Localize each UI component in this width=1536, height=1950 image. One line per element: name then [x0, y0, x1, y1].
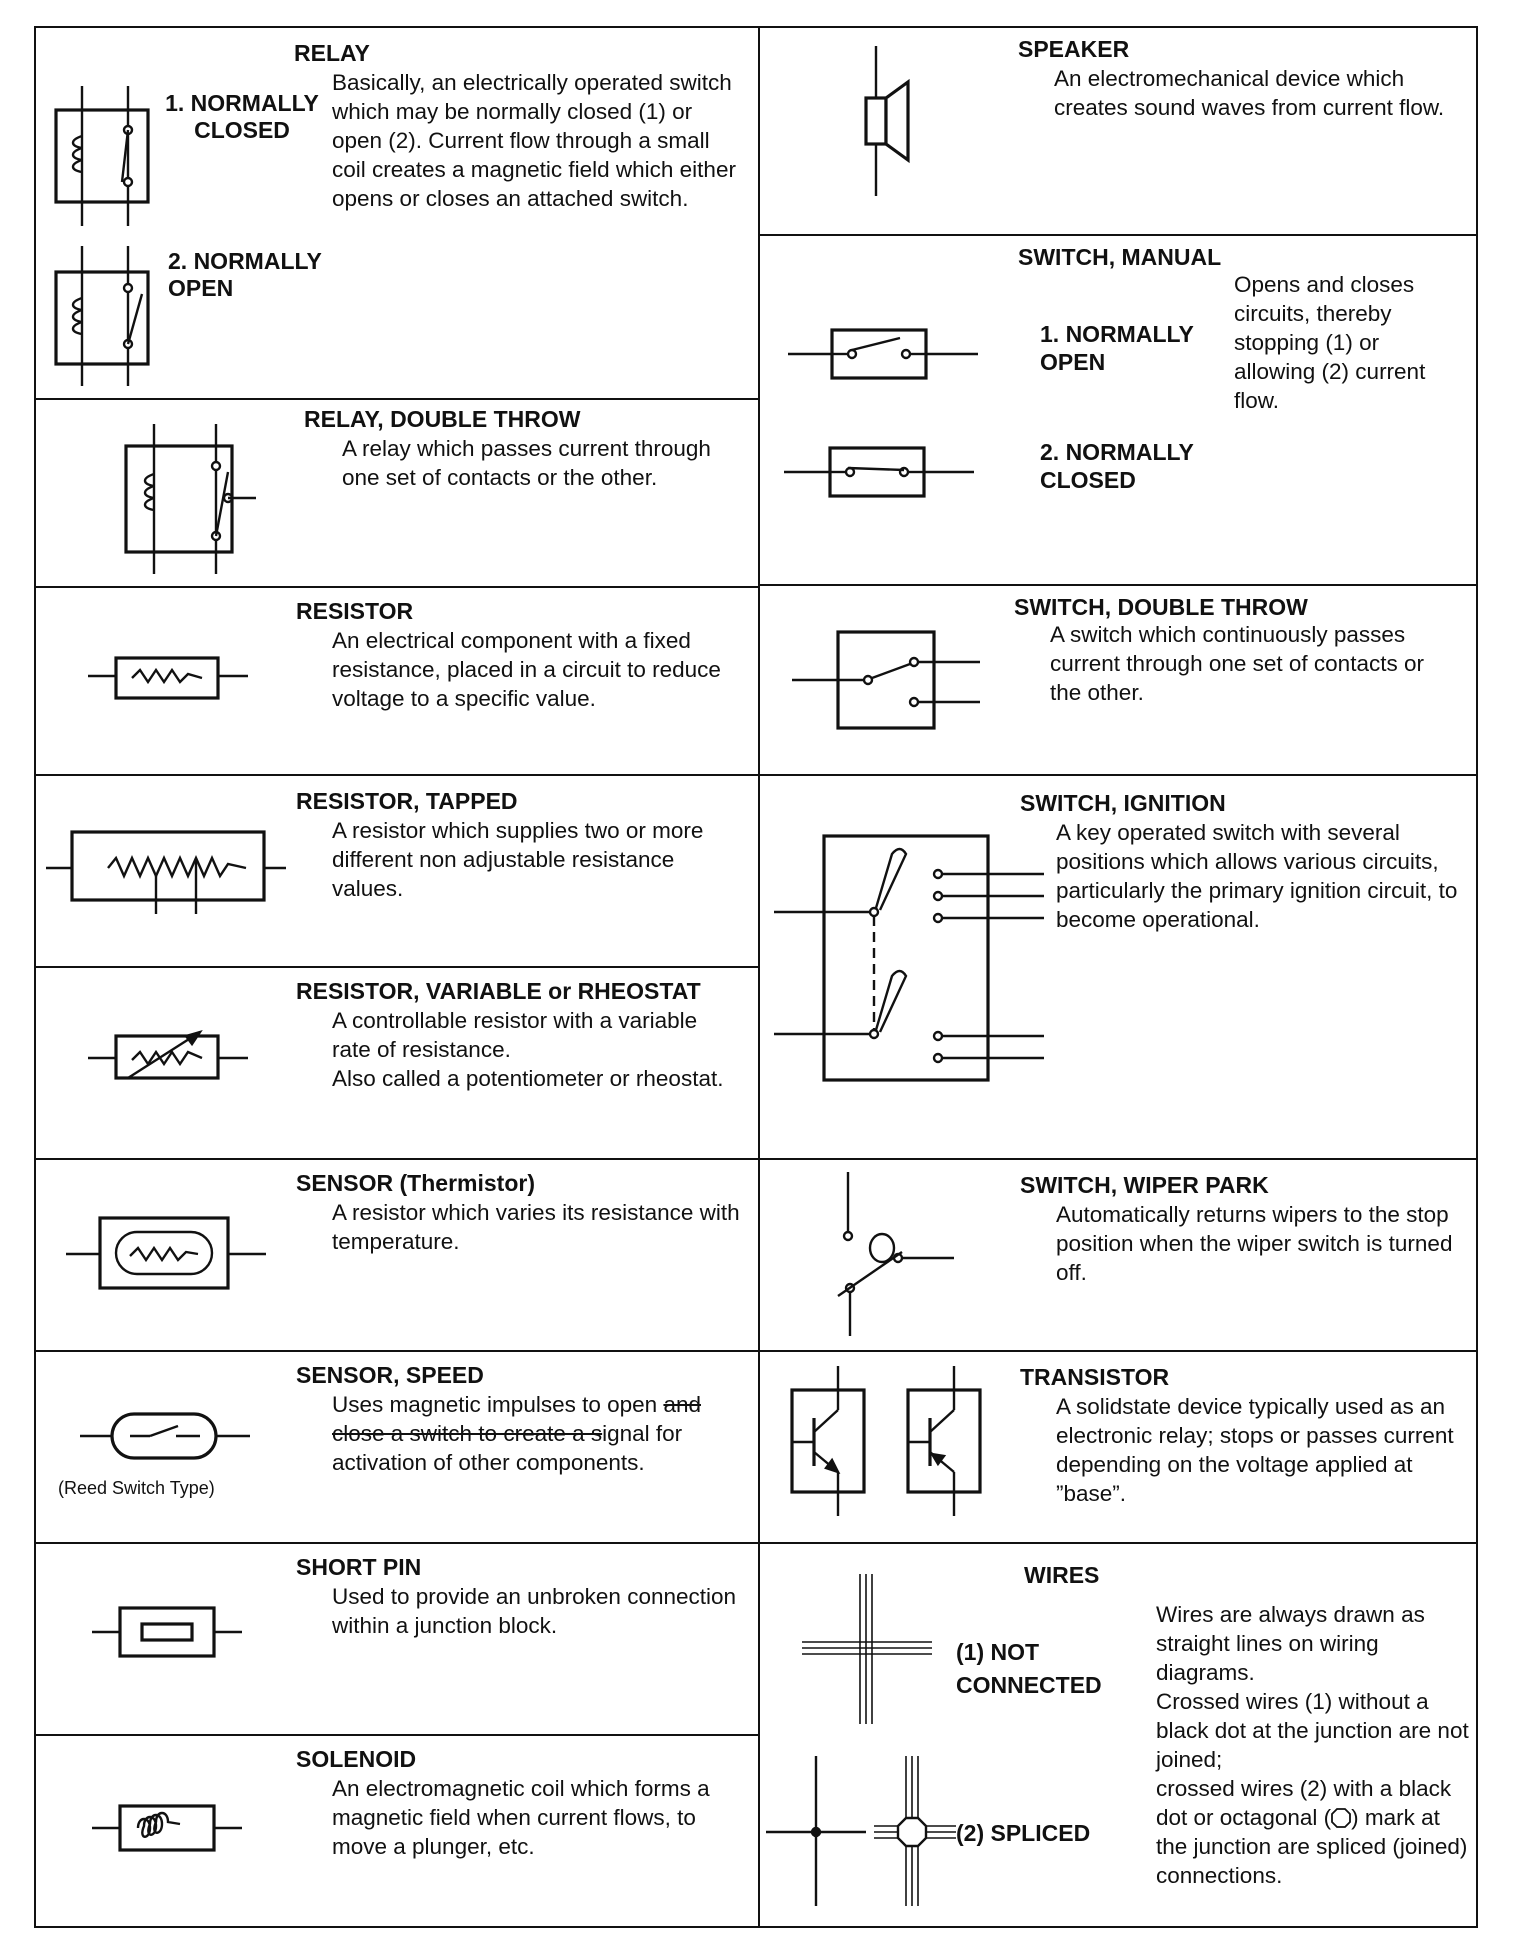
sensor-speed-desc-part1: Uses magnetic impulses to open [332, 1392, 658, 1417]
wires-not-connected-label: (1) NOT CONNECTED [956, 1639, 1102, 1698]
sensor-speed-desc-struck: and close a switch to create a s [332, 1392, 701, 1446]
transistor-title: TRANSISTOR [1020, 1364, 1170, 1390]
resistor-tapped-entry [36, 776, 758, 966]
relay-double-throw-entry [36, 400, 758, 586]
sensor-thermistor-symbol [66, 1210, 266, 1290]
switch-wiper-park-description: Automatically returns wipers to the stop position when the wiper switch is turned off. [1056, 1202, 1453, 1285]
switch-manual-title: SWITCH, MANUAL [1018, 244, 1222, 270]
switch-wiper-park-entry [760, 1160, 1478, 1350]
solenoid-description: An electromagnetic coil which forms a magnetic field when current flows, to move a plunger, etc. [332, 1776, 710, 1859]
solenoid-title: SOLENOID [296, 1746, 417, 1772]
resistor-tapped-symbol [46, 824, 286, 914]
speaker-symbol [856, 46, 916, 196]
switch-manual-entry [760, 236, 1478, 584]
switch-double-throw-symbol [792, 626, 992, 736]
resistor-variable-symbol [88, 1024, 248, 1088]
switch-double-throw-title: SWITCH, DOUBLE THROW [1014, 594, 1308, 620]
resistor-variable-title: RESISTOR, VARIABLE or RHEOSTAT [296, 978, 701, 1004]
solenoid-entry [36, 1736, 758, 1928]
transistor-pnp-symbol [904, 1366, 984, 1516]
switch-ignition-description: A key operated switch with several positions which allows various circuits, particularly the primary ignition circuit, to become operational. [1056, 820, 1458, 932]
relay-title: RELAY [294, 40, 370, 66]
switch-double-throw-entry [760, 586, 1478, 774]
switch-wiper-park-title: SWITCH, WIPER PARK [1020, 1172, 1269, 1198]
sensor-speed-entry [36, 1352, 758, 1542]
wires-spliced-symbol [766, 1756, 956, 1906]
speaker-entry [760, 28, 1478, 234]
sensor-thermistor-title: SENSOR (Thermistor) [296, 1170, 535, 1196]
switch-ignition-entry [760, 776, 1478, 1158]
relay-no-label: 2. NORMALLY OPEN [168, 248, 322, 301]
short-pin-symbol [92, 1602, 242, 1662]
sensor-speed-description [332, 1390, 742, 1477]
switch-manual-nc-label: 2. NORMALLY CLOSED [1040, 439, 1194, 493]
transistor-description: A solidstate device typically used as an electronic relay; stops or passes current depending on the voltage applied at ”base”. [1056, 1394, 1454, 1506]
speaker-description: An electromechanical device which creates sound waves from current flow. [1054, 66, 1445, 120]
wires-entry [760, 1544, 1478, 1928]
relay-nc-label: 1. NORMALLY CLOSED [165, 90, 319, 143]
short-pin-description: Used to provide an unbroken connection within a junction block. [332, 1584, 737, 1638]
wires-not-connected-symbol [802, 1574, 932, 1724]
wires-spliced-label: (2) SPLICED [956, 1820, 1091, 1846]
sensor-speed-desc-part2: ignal for activation of other components. [332, 1421, 683, 1475]
switch-double-throw-description: A switch which continuously passes current through one set of contacts or the other. [1050, 622, 1424, 705]
relay-double-throw-title: RELAY, DOUBLE THROW [304, 406, 581, 432]
wires-description [1156, 1600, 1476, 1890]
relay-entry [36, 28, 758, 398]
relay-double-throw-symbol [104, 424, 244, 574]
switch-ignition-symbol [774, 830, 1044, 1090]
speaker-title: SPEAKER [1018, 36, 1130, 62]
short-pin-entry [36, 1544, 758, 1734]
relay-description: Basically, an electrically operated switch which may be normally closed (1) or open (2). Current flow through a small coil creates a magnetic field which either opens or closes an attached switch. [332, 70, 736, 211]
resistor-tapped-title: RESISTOR, TAPPED [296, 788, 518, 814]
switch-manual-nc-symbol [784, 442, 974, 502]
sensor-speed-title: SENSOR, SPEED [296, 1362, 484, 1388]
sensor-speed-symbol [80, 1406, 250, 1466]
transistor-npn-symbol [788, 1366, 868, 1516]
resistor-title: RESISTOR [296, 598, 414, 624]
wires-title: WIRES [1024, 1562, 1100, 1588]
sensor-thermistor-description: A resistor which varies its resistance with temperature. [332, 1200, 740, 1254]
solenoid-symbol [92, 1798, 242, 1858]
resistor-description: An electrical component with a fixed resistance, placed in a circuit to reduce voltage to a specific value. [332, 628, 721, 711]
short-pin-title: SHORT PIN [296, 1554, 422, 1580]
resistor-variable-description: A controllable resistor with a variable rate of resistance. Also called a potentiometer or rheostat. [332, 1008, 724, 1091]
resistor-variable-entry [36, 968, 758, 1158]
switch-manual-no-symbol [788, 324, 978, 384]
octagon-icon [1331, 1808, 1351, 1828]
transistor-entry [760, 1352, 1478, 1542]
sensor-thermistor-entry [36, 1160, 758, 1350]
wires-desc-part2: ) mark at the junction are spliced (joined) connections. [1156, 1805, 1468, 1888]
resistor-symbol [88, 650, 248, 700]
switch-wiper-park-symbol [812, 1172, 962, 1336]
relay-nc-symbol [48, 86, 158, 226]
resistor-tapped-description: A resistor which supplies two or more different non adjustable resistance values. [332, 818, 704, 901]
relay-double-throw-description: A relay which passes current through one set of contacts or the other. [342, 436, 711, 490]
relay-no-symbol [48, 246, 158, 386]
switch-manual-no-label: 1. NORMALLY OPEN [1040, 321, 1194, 375]
sensor-speed-caption: (Reed Switch Type) [58, 1478, 215, 1498]
switch-manual-description: Opens and closes circuits, thereby stopping (1) or allowing (2) current flow. [1234, 272, 1426, 413]
resistor-entry [36, 588, 758, 774]
wires-desc-part1: Wires are always drawn as straight lines on wiring diagrams. Crossed wires (1) without a black dot at the junction are not joined; crossed wires (2) with a black dot or octagonal ( [1156, 1602, 1469, 1830]
switch-ignition-title: SWITCH, IGNITION [1020, 790, 1226, 816]
symbol-legend-sheet [34, 26, 1478, 1928]
